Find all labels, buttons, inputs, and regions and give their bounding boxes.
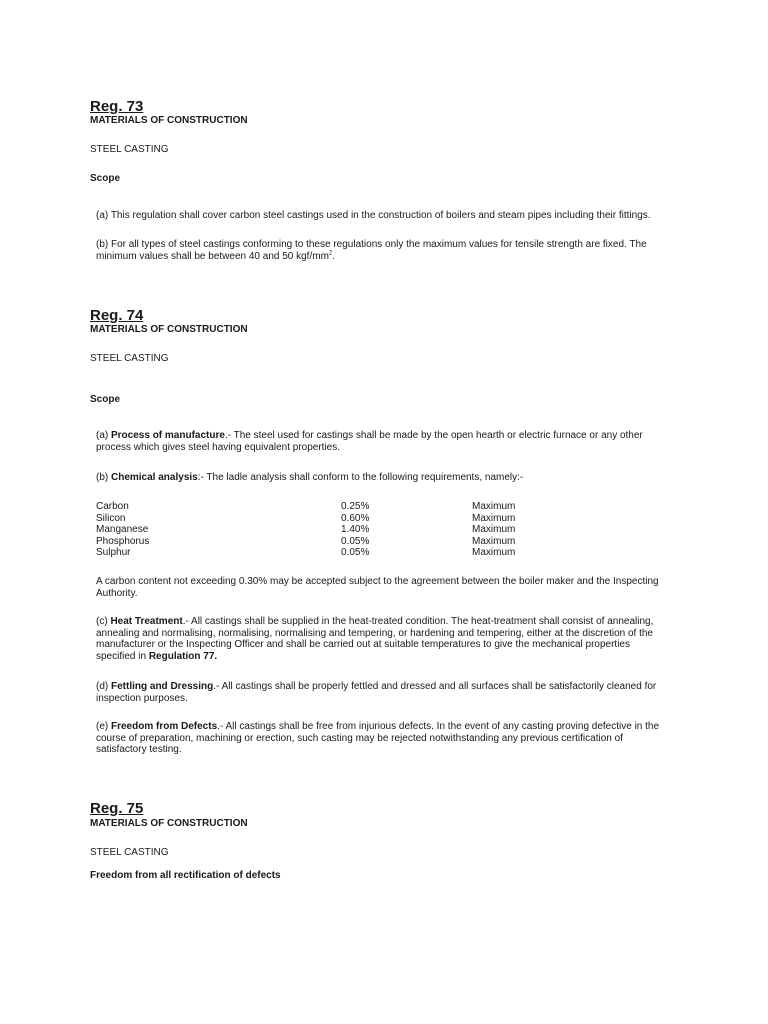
reg74-heading: MATERIALS OF CONSTRUCTION <box>90 324 248 335</box>
reg75-heading: MATERIALS OF CONSTRUCTION <box>90 818 248 829</box>
reg73-subject: STEEL CASTING <box>90 144 169 155</box>
reg75-section: Freedom from all rectification of defects <box>90 870 281 881</box>
reg75-subject: STEEL CASTING <box>90 847 169 858</box>
table-row <box>96 513 596 525</box>
carbon-note: A carbon content not exceeding 0.30% may be accepted subject to the agreement between the boiler maker and the Inspecting Authority. <box>96 576 659 599</box>
element-cell: Manganese <box>96 524 149 535</box>
value-cell: 0.05% <box>341 547 370 558</box>
table-row <box>96 547 596 559</box>
reg73-heading: MATERIALS OF CONSTRUCTION <box>90 115 248 126</box>
reg73-para-a: (a) This regulation shall cover carbon steel castings used in the construction of boilers and steam pipes including their fittings. <box>96 210 651 221</box>
element-cell: Sulphur <box>96 547 131 558</box>
limit-cell: Maximum <box>472 547 516 558</box>
reg73-title: Reg. 73 <box>90 98 144 115</box>
reg74-para-d: (d) Fettling and Dressing.- All castings shall be properly fettled and dressed and all surfaces shall be satisfactorily cleaned for inspection purposes. <box>96 681 657 704</box>
element-cell: Silicon <box>96 512 126 524</box>
limit-cell: Maximum <box>472 524 516 535</box>
table-row <box>96 536 596 548</box>
limit-cell: Maximum <box>472 501 516 512</box>
reg75-title: Reg. 75 <box>90 800 144 817</box>
reg74-subject: STEEL CASTING <box>90 353 169 364</box>
value-cell: 0.25% <box>341 501 370 512</box>
reg73-para-b: (b) For all types of steel castings conforming to these regulations only the maximum values for tensile strength are fixed. The minimum values shall be between 40 and 50 kgf/$mm^2$. <box>96 239 647 262</box>
value-cell: 0.60% <box>341 512 370 524</box>
reg74-para-b: (b) Chemical analysis:- The ladle analysis shall conform to the following requirements, namely:- <box>96 472 524 483</box>
value-cell: 1.40% <box>341 524 370 535</box>
element-cell: Carbon <box>96 501 129 512</box>
reg74-para-a: (a) Process of manufacture.- The steel used for castings shall be made by the open hearth or electric furnace or any other process which gives steel having equivalent properties. <box>96 430 643 453</box>
reg73-section: Scope <box>90 173 121 184</box>
value-cell: 0.05% <box>341 535 370 547</box>
reg74-title: Reg. 74 <box>90 307 144 324</box>
limit-cell: Maximum <box>472 512 516 524</box>
table-row <box>96 501 596 513</box>
element-cell: Phosphorus <box>96 535 150 547</box>
limit-cell: Maximum <box>472 535 516 547</box>
reg74-para-c: (c) Heat Treatment.- All castings shall be supplied in the heat-treated condition. The heat-treatment shall consist of annealing, annealing and normalising, normalising, normalising and tempering, or hardening and tempering, either at the discretion of the manufacturer or the Inspecting Officer and shall be carried out at suitable temperatures to give the mechanical properties specified in Regulation 77. <box>96 616 654 662</box>
reg74-para-e: (e) Freedom from Defects.- All castings shall be free from injurious defects. In the event of any casting proving defective in the course of preparation, machining or erection, such casting may be rejected notwithstanding any previous certification of satisfactory testing. <box>96 721 660 756</box>
reg74-section: Scope <box>90 394 121 405</box>
table-row <box>96 524 596 536</box>
